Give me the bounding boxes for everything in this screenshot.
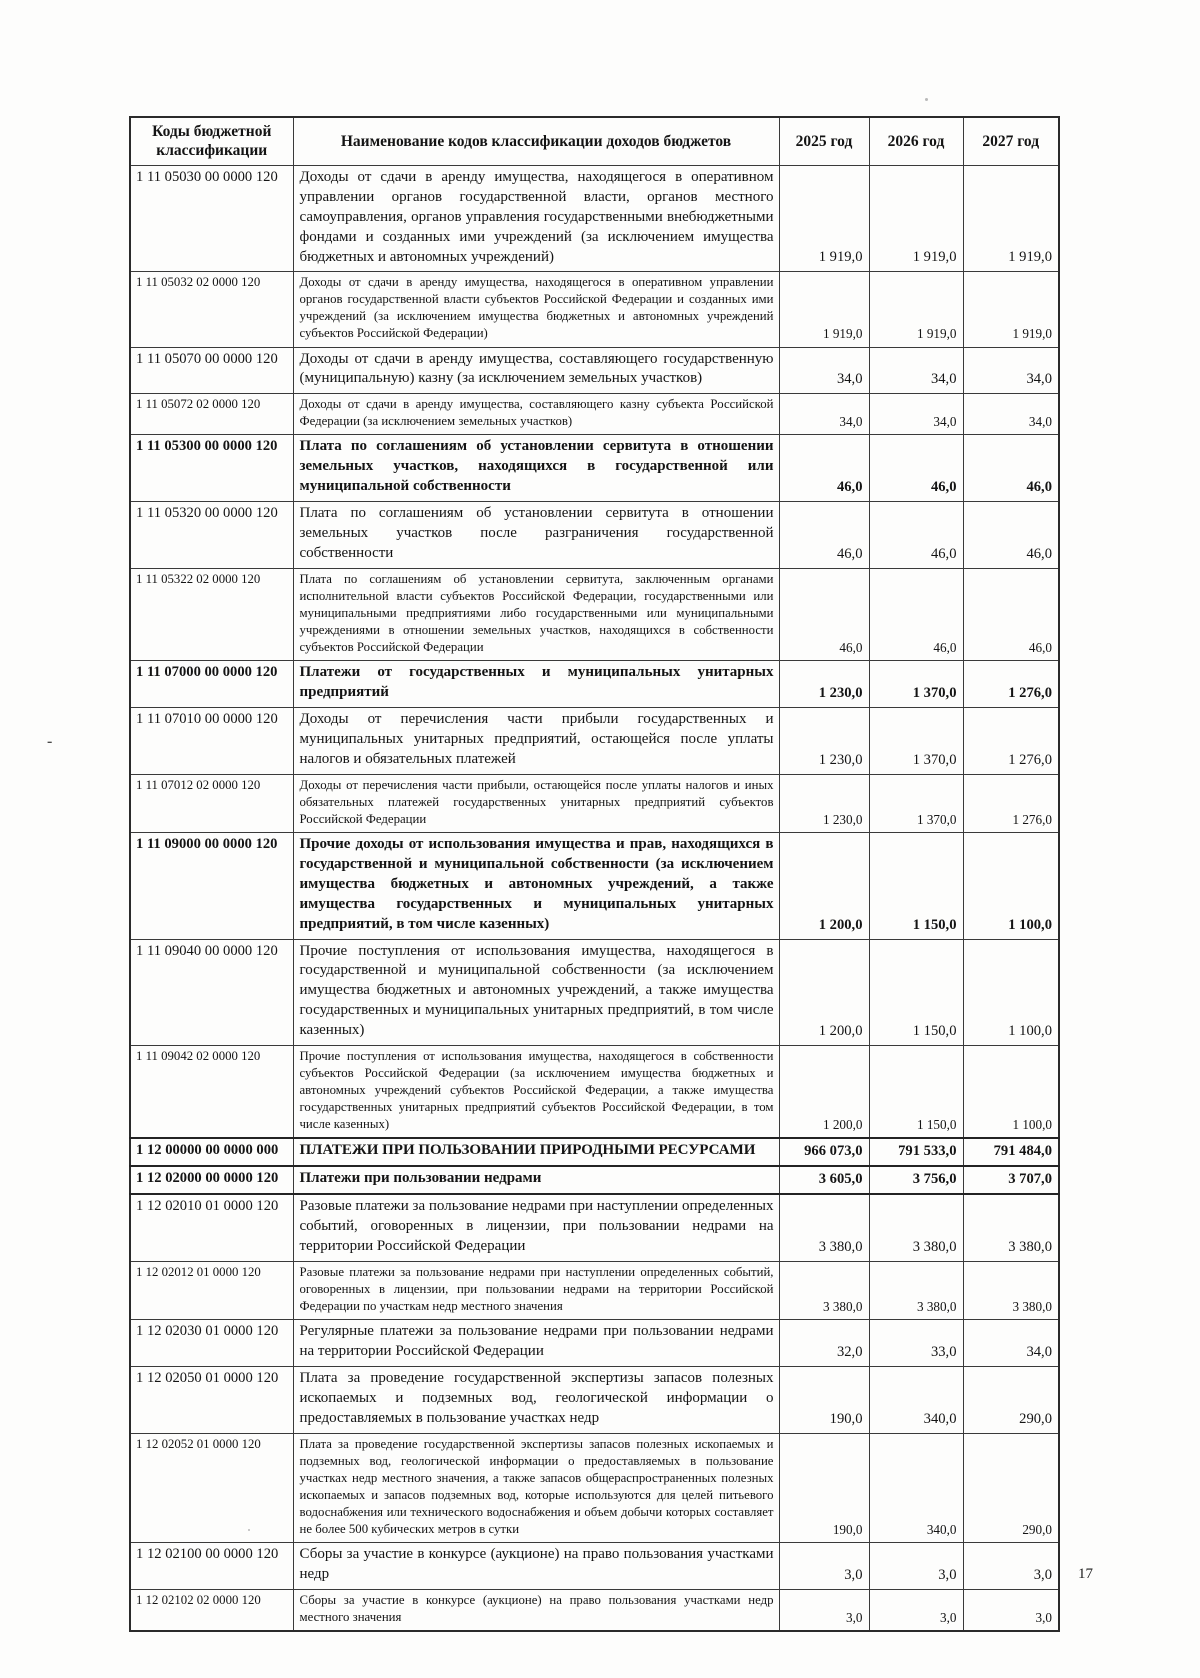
name-cell: Плата по соглашениям об установлении сервитута в отношении земельных участков, находящихся в государственной или муниципальной собственности — [293, 435, 779, 502]
value-2025-cell: 1 200,0 — [779, 832, 869, 939]
name-cell: Платежи от государственных и муниципальных унитарных предприятий — [293, 661, 779, 708]
value-2025-cell: 3 380,0 — [779, 1261, 869, 1319]
name-cell: Сборы за участие в конкурсе (аукционе) на право пользования участками недр местного значения — [293, 1589, 779, 1631]
table-header — [130, 117, 1059, 165]
value-2026-cell: 33,0 — [869, 1320, 963, 1367]
page-number: 17 — [1078, 1566, 1093, 1582]
value-2027-cell: 1 919,0 — [963, 165, 1059, 272]
table-row — [130, 774, 1059, 832]
code-cell: 1 12 02102 02 0000 120 — [130, 1589, 293, 1631]
value-2026-cell: 1 370,0 — [869, 707, 963, 774]
table-row — [130, 1261, 1059, 1319]
value-2026-cell: 3,0 — [869, 1542, 963, 1589]
header-name: Наименование кодов классификации доходов бюджетов — [293, 117, 779, 165]
value-2025-cell: 966 073,0 — [779, 1138, 869, 1166]
code-cell: 1 11 07010 00 0000 120 — [130, 707, 293, 774]
value-2027-cell: 1 276,0 — [963, 774, 1059, 832]
value-2025-cell: 46,0 — [779, 569, 869, 661]
code-cell: 1 11 09042 02 0000 120 — [130, 1046, 293, 1139]
code-cell: 1 11 05072 02 0000 120 — [130, 394, 293, 435]
table-row — [130, 394, 1059, 435]
value-2026-cell: 340,0 — [869, 1366, 963, 1433]
header-row — [130, 117, 1059, 165]
value-2026-cell: 34,0 — [869, 347, 963, 394]
value-2025-cell: 3 380,0 — [779, 1194, 869, 1261]
value-2026-cell: 791 533,0 — [869, 1138, 963, 1166]
name-cell: Доходы от сдачи в аренду имущества, находящегося в оперативном управлении органов государственной власти субъектов Российской Федерации и созданных ими учреждений (за исключением имущества бюджетных и автономных учреждений субъектов Российской Федерации) — [293, 272, 779, 347]
value-2026-cell: 46,0 — [869, 569, 963, 661]
value-2027-cell: 1 276,0 — [963, 661, 1059, 708]
table-row — [130, 1194, 1059, 1261]
value-2027-cell: 34,0 — [963, 1320, 1059, 1367]
table-row — [130, 832, 1059, 939]
budget-revenue-table — [129, 116, 1060, 1632]
value-2026-cell: 46,0 — [869, 435, 963, 502]
name-cell: ПЛАТЕЖИ ПРИ ПОЛЬЗОВАНИИ ПРИРОДНЫМИ РЕСУРСАМИ — [293, 1138, 779, 1166]
name-cell: Регулярные платежи за пользование недрами при пользовании недрами на территории Российской Федерации — [293, 1320, 779, 1367]
name-cell: Прочие поступления от использования имущества, находящегося в государственной и муниципальной собственности (за исключением имущества бюджетных и автономных учреждений, а также имущества государственных и муниципальных унитарных предприятий, в том числе казенных) — [293, 939, 779, 1046]
value-2026-cell: 3 380,0 — [869, 1194, 963, 1261]
table-row — [130, 661, 1059, 708]
name-cell: Плата за проведение государственной экспертизы запасов полезных ископаемых и подземных вод, геологической информации о предоставляемых в пользование участках недр местного значения, а также запасов общераспространенных полезных ископаемых и запасов подземных вод, которые используются для целей питьевого водоснабжения или технического водоснабжения и объем добычи которых составляет не более 500 кубических метров в сутки — [293, 1433, 779, 1542]
table-body — [130, 165, 1059, 1630]
code-cell: 1 12 02000 00 0000 120 — [130, 1166, 293, 1194]
table-row — [130, 1166, 1059, 1194]
table-row — [130, 939, 1059, 1046]
value-2027-cell: 1 919,0 — [963, 272, 1059, 347]
name-cell: Плата за проведение государственной экспертизы запасов полезных ископаемых и подземных вод, геологической информации о предоставляемых в пользование участках недр — [293, 1366, 779, 1433]
table-row — [130, 347, 1059, 394]
name-cell: Плата по соглашениям об установлении сервитута в отношении земельных участков после разграничения государственной собственности — [293, 502, 779, 569]
code-cell: 1 11 07012 02 0000 120 — [130, 774, 293, 832]
name-cell: Разовые платежи за пользование недрами при наступлении определенных событий, оговоренных в лицензии, при пользовании недрами на территории Российской Федерации — [293, 1194, 779, 1261]
code-cell: 1 11 05322 02 0000 120 — [130, 569, 293, 661]
value-2025-cell: 1 200,0 — [779, 1046, 869, 1139]
value-2025-cell: 190,0 — [779, 1366, 869, 1433]
header-2026: 2026 год — [869, 117, 963, 165]
value-2025-cell: 3 605,0 — [779, 1166, 869, 1194]
table-row — [130, 1320, 1059, 1367]
value-2026-cell: 340,0 — [869, 1433, 963, 1542]
value-2025-cell: 190,0 — [779, 1433, 869, 1542]
value-2025-cell: 1 200,0 — [779, 939, 869, 1046]
value-2026-cell: 3 380,0 — [869, 1261, 963, 1319]
name-cell: Разовые платежи за пользование недрами при наступлении определенных событий, оговоренных в лицензии, при пользовании недрами на территории Российской Федерации по участкам недр местного значения — [293, 1261, 779, 1319]
value-2027-cell: 1 100,0 — [963, 939, 1059, 1046]
value-2025-cell: 46,0 — [779, 502, 869, 569]
code-cell: 1 11 05070 00 0000 120 — [130, 347, 293, 394]
value-2025-cell: 1 230,0 — [779, 661, 869, 708]
code-cell: 1 11 09040 00 0000 120 — [130, 939, 293, 1046]
name-cell: Доходы от сдачи в аренду имущества, составляющего государственную (муниципальную) казну (за исключением земельных участков) — [293, 347, 779, 394]
value-2025-cell: 34,0 — [779, 394, 869, 435]
code-cell: 1 12 02100 00 0000 120 — [130, 1542, 293, 1589]
value-2027-cell: 1 276,0 — [963, 707, 1059, 774]
header-2025: 2025 год — [779, 117, 869, 165]
value-2027-cell: 290,0 — [963, 1366, 1059, 1433]
value-2025-cell: 32,0 — [779, 1320, 869, 1367]
code-cell: 1 12 02010 01 0000 120 — [130, 1194, 293, 1261]
code-cell: 1 12 02050 01 0000 120 — [130, 1366, 293, 1433]
value-2027-cell: 1 100,0 — [963, 832, 1059, 939]
value-2027-cell: 3,0 — [963, 1589, 1059, 1631]
header-code: Коды бюджетной классификации — [130, 117, 293, 165]
value-2026-cell: 1 919,0 — [869, 272, 963, 347]
code-cell: 1 11 05300 00 0000 120 — [130, 435, 293, 502]
table-row — [130, 1046, 1059, 1139]
scan-speck — [248, 1529, 250, 1531]
value-2027-cell: 46,0 — [963, 435, 1059, 502]
code-cell: 1 11 05030 00 0000 120 — [130, 165, 293, 272]
code-cell: 1 11 05032 02 0000 120 — [130, 272, 293, 347]
name-cell: Доходы от сдачи в аренду имущества, находящегося в оперативном управлении органов государственной власти, органов местного самоуправления, органов управления государственными внебюджетными фондами и созданных ими учреждений (за исключением имущества бюджетных и автономных учреждений) — [293, 165, 779, 272]
value-2025-cell: 1 230,0 — [779, 774, 869, 832]
value-2027-cell: 3 707,0 — [963, 1166, 1059, 1194]
value-2026-cell: 3 756,0 — [869, 1166, 963, 1194]
value-2025-cell: 3,0 — [779, 1589, 869, 1631]
value-2027-cell: 34,0 — [963, 394, 1059, 435]
code-cell: 1 11 09000 00 0000 120 — [130, 832, 293, 939]
name-cell: Прочие поступления от использования имущества, находящегося в собственности субъектов Российской Федерации (за исключением имущества бюджетных и автономных учреждений субъектов Российской Федерации, а также имущества государственных унитарных предприятий субъектов Российской Федерации, в том числе казенных) — [293, 1046, 779, 1139]
name-cell: Доходы от перечисления части прибыли государственных и муниципальных унитарных предприятий, остающейся после уплаты налогов и обязательных платежей — [293, 707, 779, 774]
scan-speck — [925, 98, 928, 101]
value-2026-cell: 1 150,0 — [869, 939, 963, 1046]
value-2026-cell: 3,0 — [869, 1589, 963, 1631]
name-cell: Прочие доходы от использования имущества и прав, находящихся в государственной и муниципальной собственности (за исключением имущества бюджетных и автономных учреждений, а также имущества государственных и муниципальных унитарных предприятий, в том числе казенных) — [293, 832, 779, 939]
value-2026-cell: 34,0 — [869, 394, 963, 435]
name-cell: Платежи при пользовании недрами — [293, 1166, 779, 1194]
margin-mark: - — [47, 733, 53, 750]
name-cell: Доходы от перечисления части прибыли, остающейся после уплаты налогов и иных обязательных платежей государственных унитарных предприятий субъектов Российской Федерации — [293, 774, 779, 832]
code-cell: 1 12 00000 00 0000 000 — [130, 1138, 293, 1166]
table-row — [130, 569, 1059, 661]
value-2026-cell: 1 370,0 — [869, 774, 963, 832]
value-2026-cell: 1 919,0 — [869, 165, 963, 272]
table-row — [130, 272, 1059, 347]
value-2027-cell: 46,0 — [963, 502, 1059, 569]
table-row — [130, 707, 1059, 774]
value-2025-cell: 3,0 — [779, 1542, 869, 1589]
value-2025-cell: 46,0 — [779, 435, 869, 502]
value-2027-cell: 34,0 — [963, 347, 1059, 394]
value-2027-cell: 3 380,0 — [963, 1261, 1059, 1319]
table-row — [130, 502, 1059, 569]
value-2027-cell: 290,0 — [963, 1433, 1059, 1542]
value-2027-cell: 791 484,0 — [963, 1138, 1059, 1166]
code-cell: 1 12 02052 01 0000 120 — [130, 1433, 293, 1542]
value-2025-cell: 34,0 — [779, 347, 869, 394]
code-cell: 1 12 02030 01 0000 120 — [130, 1320, 293, 1367]
table-row — [130, 165, 1059, 272]
value-2027-cell: 46,0 — [963, 569, 1059, 661]
value-2027-cell: 1 100,0 — [963, 1046, 1059, 1139]
table-row — [130, 435, 1059, 502]
table-row — [130, 1366, 1059, 1433]
value-2025-cell: 1 230,0 — [779, 707, 869, 774]
value-2026-cell: 1 150,0 — [869, 1046, 963, 1139]
code-cell: 1 11 05320 00 0000 120 — [130, 502, 293, 569]
value-2025-cell: 1 919,0 — [779, 165, 869, 272]
table-row — [130, 1542, 1059, 1589]
value-2026-cell: 1 370,0 — [869, 661, 963, 708]
name-cell: Доходы от сдачи в аренду имущества, составляющего казну субъекта Российской Федерации (за исключением земельных участков) — [293, 394, 779, 435]
value-2027-cell: 3 380,0 — [963, 1194, 1059, 1261]
value-2027-cell: 3,0 — [963, 1542, 1059, 1589]
code-cell: 1 12 02012 01 0000 120 — [130, 1261, 293, 1319]
value-2025-cell: 1 919,0 — [779, 272, 869, 347]
table-row — [130, 1138, 1059, 1166]
table-row — [130, 1433, 1059, 1542]
name-cell: Плата по соглашениям об установлении сервитута, заключенным органами исполнительной власти субъектов Российской Федерации, государственными или муниципальными предприятиями либо государственными или муниципальными учреждениями в отношении земельных участков, находящихся в собственности субъектов Российской Федерации — [293, 569, 779, 661]
header-2027: 2027 год — [963, 117, 1059, 165]
value-2026-cell: 46,0 — [869, 502, 963, 569]
value-2026-cell: 1 150,0 — [869, 832, 963, 939]
table-row — [130, 1589, 1059, 1631]
code-cell: 1 11 07000 00 0000 120 — [130, 661, 293, 708]
name-cell: Сборы за участие в конкурсе (аукционе) на право пользования участками недр — [293, 1542, 779, 1589]
